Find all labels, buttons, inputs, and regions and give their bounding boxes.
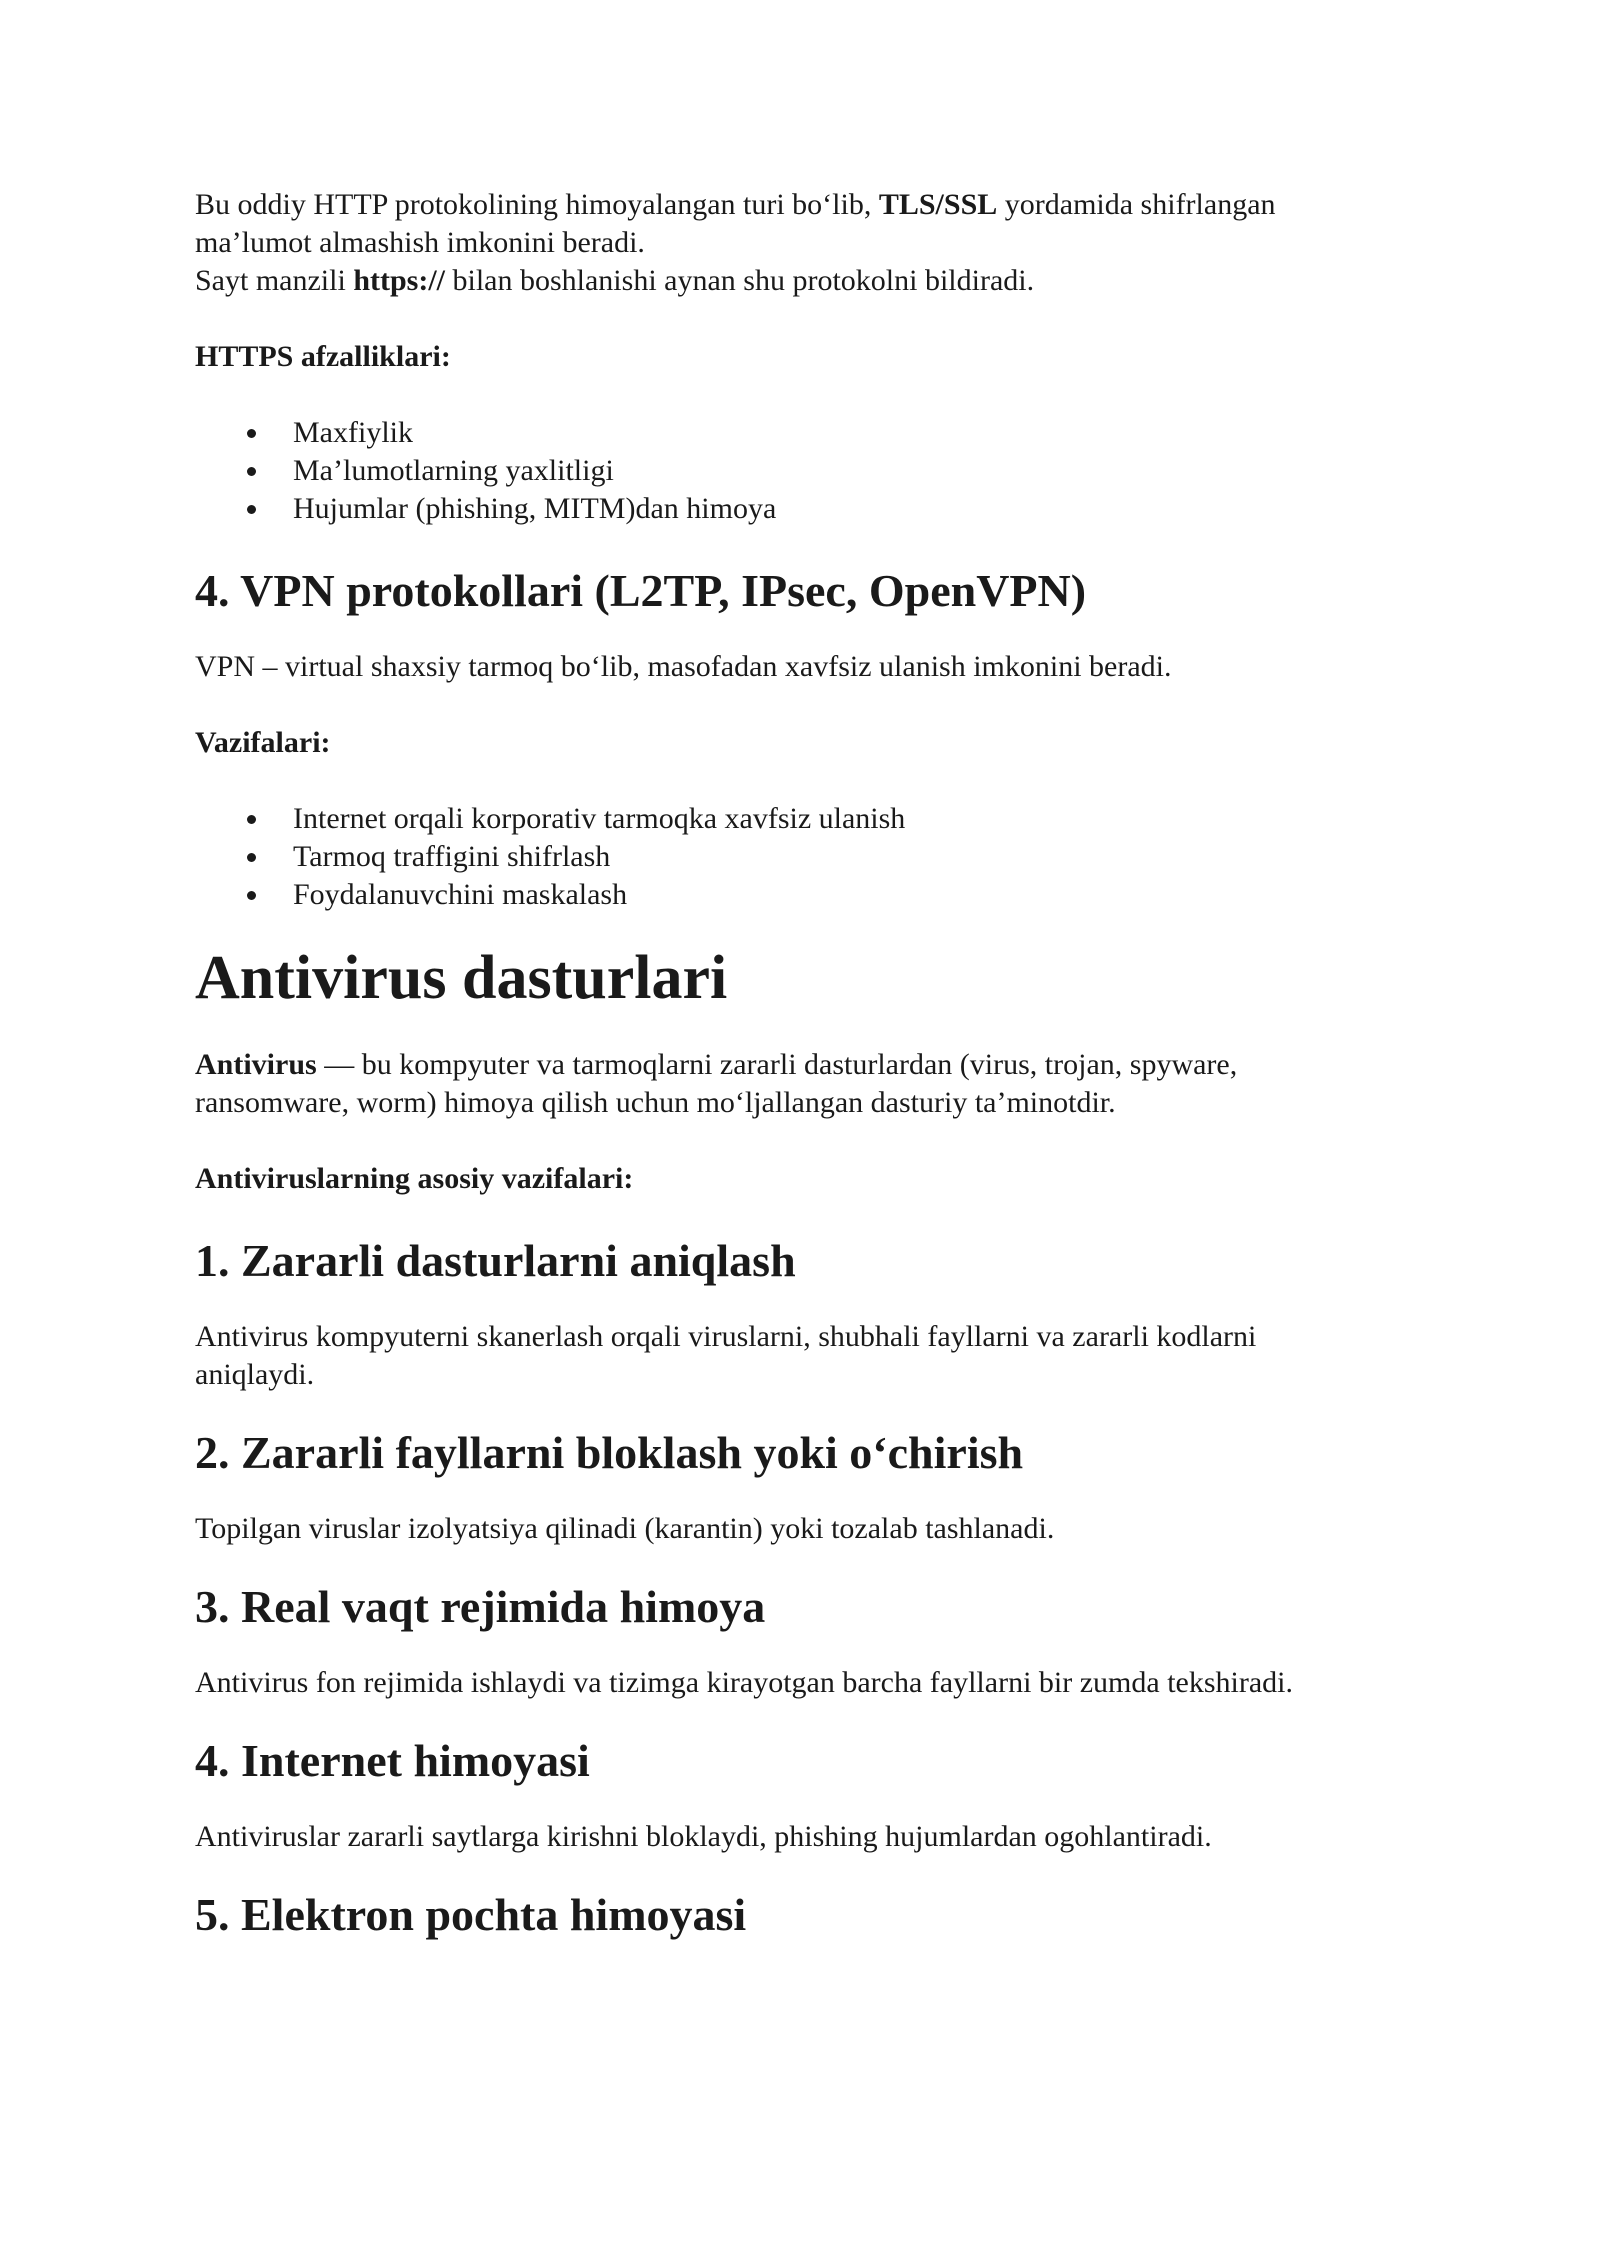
bullet-icon xyxy=(247,891,256,900)
https-advantages-heading: HTTPS afzalliklari: xyxy=(195,340,451,373)
bullet-icon xyxy=(247,505,256,514)
intro-paragraph xyxy=(195,186,1415,300)
antivirus-def-line-1: Antivirus — bu kompyuter va tarmoqlarni zararli dasturlardan (virus, trojan, spyware, xyxy=(195,1048,1238,1081)
antivirus-tasks-heading: Antiviruslarning asosiy vazifalari: xyxy=(195,1162,634,1195)
bullet-icon xyxy=(247,815,256,824)
https-advantages-list xyxy=(195,414,1415,528)
vpn-tasks-list xyxy=(195,800,1415,914)
vpn-text: VPN – virtual shaxsiy tarmoq bo‘lib, masofadan xavfsiz ulanish imkonini beradi. xyxy=(195,650,1172,683)
bullet-icon xyxy=(247,853,256,862)
intro-line-1: Bu oddiy HTTP protokolining himoyalangan turi bo‘lib, TLS/SSL yordamida shifrlangan xyxy=(195,188,1276,221)
tls-ssl-term: TLS/SSL xyxy=(878,188,998,221)
list-item: Tarmoq traffigini shifrlash xyxy=(195,838,1415,876)
bullet-icon xyxy=(247,467,256,476)
section-text-2: Topilgan viruslar izolyatsiya qilinadi (karantin) yoki tozalab tashlanadi. xyxy=(195,1512,1055,1545)
vpn-heading: 4. VPN protokollari (L2TP, IPsec, OpenVPN) xyxy=(195,565,1087,616)
section-heading-3: 3. Real vaqt rejimida himoya xyxy=(195,1581,766,1632)
list-item: Foydalanuvchini maskalash xyxy=(195,876,1415,914)
intro-line-3: Sayt manzili https:// bilan boshlanishi aynan shu protokolni bildiradi. xyxy=(195,264,1035,297)
section-text-3: Antivirus fon rejimida ishlaydi va tizimga kirayotgan barcha fayllarni bir zumda tekshiradi. xyxy=(195,1666,1294,1699)
list-item: Maxfiylik xyxy=(195,414,1415,452)
antivirus-term: Antivirus xyxy=(195,1048,317,1081)
intro-line-2: ma’lumot almashish imkonini beradi. xyxy=(195,226,645,259)
bullet-icon xyxy=(247,429,256,438)
list-item: Hujumlar (phishing, MITM)dan himoya xyxy=(195,490,1415,528)
section-heading-5: 5. Elektron pochta himoyasi xyxy=(195,1889,747,1940)
section-heading-1: 1. Zararli dasturlarni aniqlash xyxy=(195,1235,796,1286)
antivirus-definition xyxy=(195,1046,1415,1122)
section-heading-2: 2. Zararli fayllarni bloklash yoki o‘chirish xyxy=(195,1427,1024,1478)
vpn-tasks-heading: Vazifalari: xyxy=(195,726,331,759)
list-item: Ma’lumotlarning yaxlitligi xyxy=(195,452,1415,490)
section-text-1: Antivirus kompyuterni skanerlash orqali viruslarni, shubhali fayllarni va zararli kodlarni aniqlaydi. xyxy=(195,1320,1257,1391)
section-heading-4: 4. Internet himoyasi xyxy=(195,1735,590,1786)
document-page xyxy=(195,186,1415,1942)
https-term: https:// xyxy=(353,264,445,297)
section-text-4: Antiviruslar zararli saytlarga kirishni bloklaydi, phishing hujumlardan ogohlantiradi. xyxy=(195,1820,1212,1853)
antivirus-def-line-2: ransomware, worm) himoya qilish uchun mo‘ljallangan dasturiy ta’minotdir. xyxy=(195,1086,1116,1119)
antivirus-title: Antivirus dasturlari xyxy=(195,944,728,1012)
list-item: Internet orqali korporativ tarmoqka xavfsiz ulanish xyxy=(195,800,1415,838)
